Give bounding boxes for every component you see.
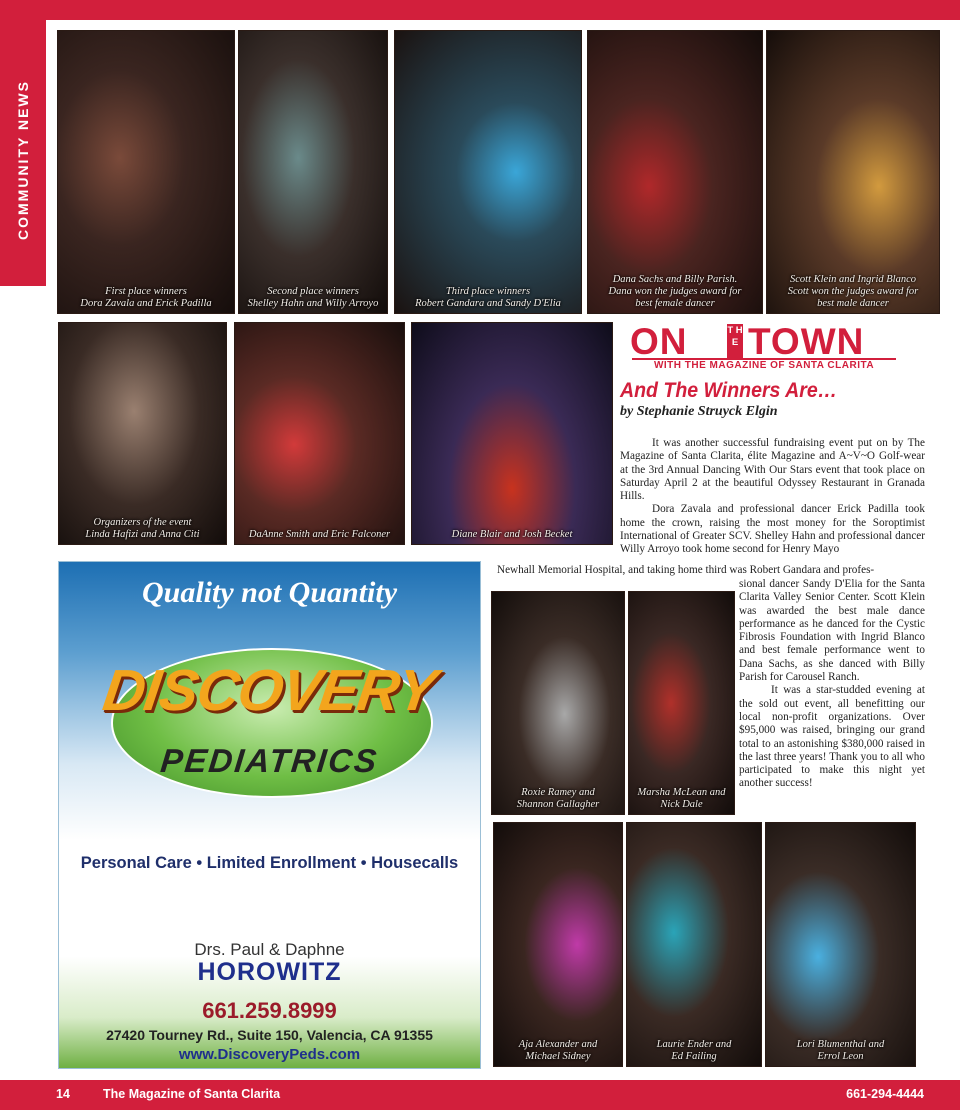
photo-caption: Lori Blumenthal and Errol Leon [796,1039,885,1062]
discovery-pediatrics-ad [58,561,481,1069]
top-bar [0,0,960,20]
photo-laurie-ed [626,822,762,1067]
photo-diane-josh [411,322,613,545]
ad-tagline: Quality not Quantity [141,576,398,609]
photo-marsha-nick [628,591,735,815]
photo-caption: Roxie Ramey and Shannon Gallagher [516,787,600,810]
photo-caption: Organizers of the event Linda Hafizi and Anna Citi [85,517,200,540]
photo-daanne-eric [234,322,405,545]
article-byline: by Stephanie Struyck Elgin [620,404,778,419]
ad-brand: DISCOVERY [99,658,440,723]
photo-caption: Third place winners Robert Gandara and Sandy D'Elia [415,286,561,309]
photo-caption: Marsha McLean and Nick Dale [637,787,726,810]
footer-phone: 661-294-4444 [846,1087,924,1101]
article-headline: And The Winners Are… [620,379,838,402]
photo-third-place [394,30,582,314]
photo-caption: Dana Sachs and Billy Parish. Dana won the judges award for best female dancer [608,274,742,309]
on-the-town-masthead [630,322,898,370]
masthead-the: T H E [727,324,743,360]
ad-website[interactable]: www.DiscoveryPeds.com [178,1046,361,1063]
ad-doctor-name: HOROWITZ [197,958,342,986]
photo-caption: Laurie Ender and Ed Failing [656,1039,732,1062]
ad-brand-sub: PEDIATRICS [158,742,381,779]
photo-caption: First place winners Dora Zavala and Erick Padilla [80,286,212,309]
footer-magazine-title: The Magazine of Santa Clarita [103,1087,281,1101]
page-footer [0,1080,960,1110]
section-tab [0,20,46,286]
page-number: 14 [56,1087,70,1101]
photo-second-place [238,30,388,314]
photo-best-female [587,30,763,314]
photo-caption: Scott Klein and Ingrid Blanco Scott won the judges award for best male dancer [787,274,919,309]
ad-services: Personal Care • Limited Enrollment • Housecalls [80,854,459,872]
article-column-narrow [739,578,925,791]
article-paragraph: It was a star-studded evening at the sold out event, all benefitting our local non-profit organizations. Over $95,000 was raised, bringing our grand total to an astonishing $380,000 raised in the last three years! Thank you to all who participated to make this night yet another success! [739,684,925,790]
photo-best-male [766,30,940,314]
ad-phone: 661.259.8999 [202,998,337,1023]
ad-doctors: Drs. Paul & Daphne [194,940,345,959]
photo-caption: Diane Blair and Josh Becket [451,529,573,540]
masthead-on: ON [630,321,688,362]
ad-address: 27420 Tourney Rd., Suite 150, Valencia, CA 91355 [106,1027,433,1043]
masthead-subtitle: WITH THE MAGAZINE OF SANTA CLARITA [632,358,896,372]
section-tab-label: COMMUNITY NEWS [15,80,31,240]
photo-organizers [58,322,227,545]
photo-caption: Second place winners Shelley Hahn and Willy Arroyo [247,286,379,309]
article-line: Newhall Memorial Hospital, and taking home third was Robert Gandara and profes- [497,564,875,576]
photo-roxie-shannon [491,591,625,815]
photo-aja-michael [493,822,623,1067]
photo-first-place [57,30,235,314]
photo-lori-errol [765,822,916,1067]
photo-caption: Aja Alexander and Michael Sidney [518,1039,598,1062]
article-paragraph: It was another successful fundraising event put on by The Magazine of Santa Clarita, élite Magazine and A~V~O Golf-wear at the 3rd Annual Dancing With Our Stars event that took place on Saturday April 2 at the beautiful Odyssey Restaurant in Granada Hills. [620,437,925,503]
article-wide-line [497,564,925,577]
article-column-top [620,437,925,557]
photo-caption: DaAnne Smith and Eric Falconer [248,529,391,540]
article-paragraph: sional dancer Sandy D'Elia for the Santa Clarita Valley Senior Center. Scott Klein was awarded the best male dance performance as he danced for the Cystic Fibrosis Foundation with Ingrid Blanco and best female performance went to Dana Sachs, as she danced with Billy Parish for Carousel Ranch. [739,578,925,684]
masthead-town: TOWN [748,321,865,362]
article-paragraph: Dora Zavala and professional dancer Erick Padilla took home the crown, raising the most money for the Soroptimist International of Greater SCV. Shelley Hahn and professional dancer Willy Arroyo took home second for Henry Mayo [620,503,925,556]
